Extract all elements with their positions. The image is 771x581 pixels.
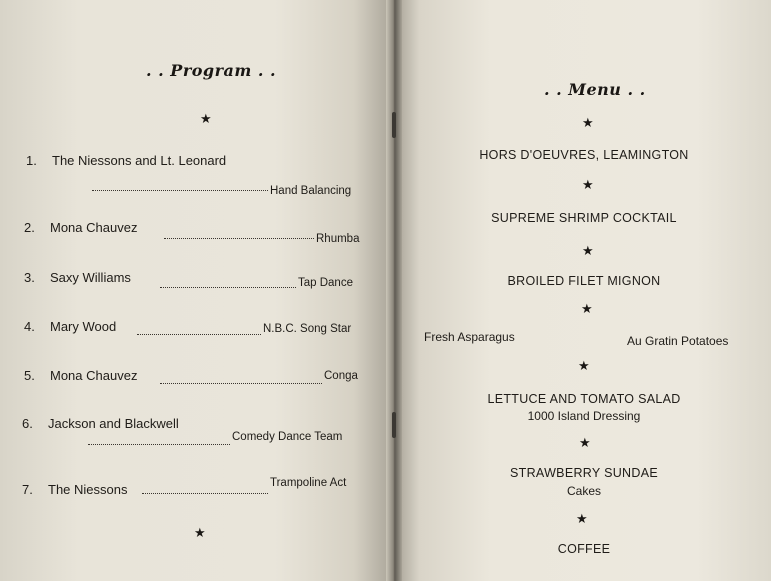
side-dish: Au Gratin Potatoes — [627, 334, 729, 348]
menu-course-detail: Cakes — [566, 484, 601, 498]
star-ornament: ★ — [582, 178, 594, 193]
menu-course: SUPREME SHRIMP COCKTAIL — [491, 211, 677, 225]
program-item-3 — [24, 270, 131, 285]
performer-name: Mona Chauvez — [50, 220, 138, 235]
star-ornament: ★ — [200, 112, 212, 127]
program-item-6 — [22, 416, 179, 431]
performer-name: The Niessons — [48, 482, 128, 497]
program-item-7 — [22, 482, 127, 497]
leader-dots — [92, 180, 268, 191]
leader-dots — [164, 228, 314, 239]
item-number: 1. — [26, 153, 37, 168]
star-ornament: ★ — [582, 244, 594, 259]
act-name: Hand Balancing — [270, 185, 352, 197]
staple-top — [392, 112, 396, 138]
menu-course: BROILED FILET MIGNON — [507, 274, 661, 288]
side-dish: Fresh Asparagus — [424, 330, 515, 344]
item-number: 3. — [24, 270, 35, 285]
menu-course: STRAWBERRY SUNDAE — [510, 466, 658, 480]
leader-dots — [160, 277, 296, 288]
staple-bottom — [392, 412, 396, 438]
leader-dots — [160, 373, 322, 384]
star-ornament: ★ — [578, 359, 590, 374]
leader-dots — [88, 434, 230, 445]
act-name: Tap Dance — [298, 277, 353, 289]
star-ornament: ★ — [579, 436, 591, 451]
star-ornament: ★ — [581, 302, 593, 317]
menu-course: HORS D'OEUVRES, LEAMINGTON — [479, 148, 689, 162]
performer-name: The Niessons and Lt. Leonard — [52, 153, 227, 168]
leader-dots — [142, 483, 268, 494]
menu-course: COFFEE — [557, 542, 611, 556]
performer-name: Saxy Williams — [50, 270, 131, 285]
menu-course-detail: 1000 Island Dressing — [527, 409, 641, 423]
star-ornament: ★ — [576, 512, 588, 527]
star-ornament: ★ — [582, 116, 594, 131]
performer-name: Jackson and Blackwell — [48, 416, 179, 431]
program-item-1 — [26, 153, 226, 168]
performer-name: Mary Wood — [50, 319, 117, 334]
item-number: 6. — [22, 416, 33, 431]
leader-dots — [137, 324, 261, 335]
item-number: 7. — [22, 482, 33, 497]
program-item-4 — [24, 319, 116, 334]
act-name: Rhumba — [316, 233, 360, 245]
act-name: Comedy Dance Team — [232, 431, 343, 443]
program-item-5 — [24, 368, 137, 383]
item-number: 2. — [24, 220, 35, 235]
star-ornament: ★ — [194, 526, 206, 541]
menu-course: LETTUCE AND TOMATO SALAD — [487, 392, 681, 406]
item-number: 5. — [24, 368, 35, 383]
act-name: Trampoline Act — [270, 477, 347, 489]
menu-title: . . Menu . . — [544, 80, 646, 99]
item-number: 4. — [24, 319, 35, 334]
act-name: Conga — [324, 370, 358, 382]
program-title: . . Program . . — [146, 61, 277, 80]
act-name: N.B.C. Song Star — [263, 323, 352, 335]
performer-name: Mona Chauvez — [50, 368, 138, 383]
program-item-2 — [24, 220, 137, 235]
